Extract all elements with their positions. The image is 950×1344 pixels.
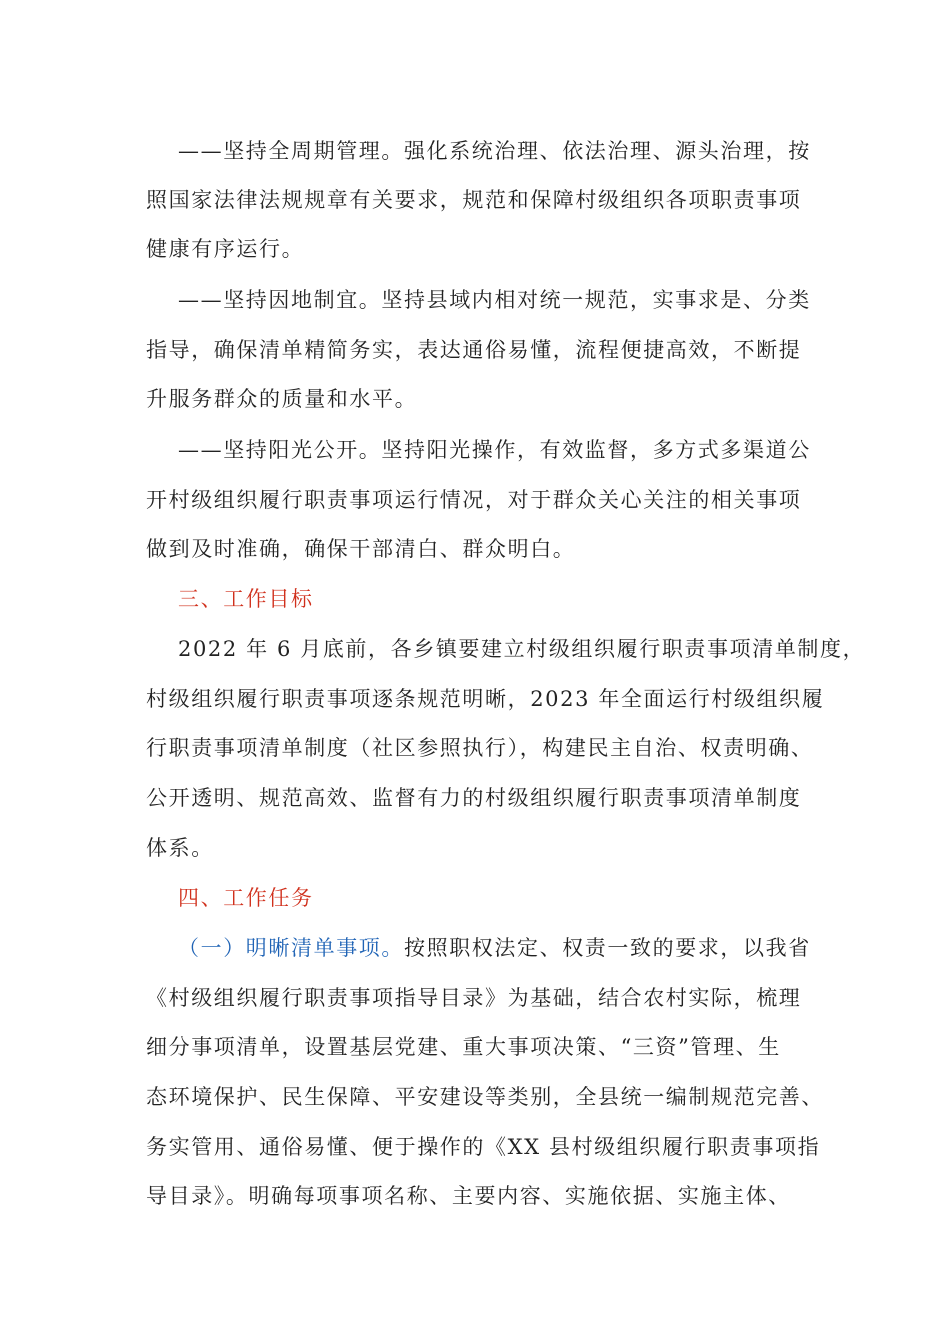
- paragraph-5-line-6: 导目录》。明确每项事项名称、主要内容、实施依据、实施主体、: [146, 1184, 791, 1208]
- paragraph-5-line-1: [178, 932, 811, 964]
- paragraph-3-line-3: 做到及时准确，确保干部清白、群众明白。: [146, 537, 576, 561]
- paragraph-3-line-1: ——坚持阳光公开。坚持阳光操作，有效监督，多方式多渠道公: [178, 438, 811, 462]
- paragraph-5-line-5: 务实管用、通俗易懂、便于操作的《XX 县村级组织履行职责事项指: [146, 1135, 821, 1159]
- paragraph-2-line-3: 升服务群众的质量和水平。: [146, 387, 418, 411]
- paragraph-5-line-3: 细分事项清单，设置基层党建、重大事项决策、“三资”管理、生: [146, 1035, 781, 1059]
- paragraph-1-line-3: 健康有序运行。: [146, 237, 305, 261]
- section-heading-goals: 三、工作目标: [178, 587, 314, 611]
- paragraph-4-line-3: 行职责事项清单制度（社区参照执行），构建民主自治、权责明确、: [146, 736, 814, 760]
- paragraph-1-line-1: ——坚持全周期管理。强化系统治理、依法治理、源头治理，按: [178, 139, 811, 163]
- paragraph-4-line-2: 村级组织履行职责事项逐条规范明晰，2023 年全面运行村级组织履: [146, 687, 825, 711]
- section-heading-tasks: 四、工作任务: [178, 886, 314, 910]
- sub-heading-clarify-list: （一）明晰清单事项。: [178, 936, 404, 960]
- paragraph-5-line-4: 态环境保护、民生保障、平安建设等类别，全县统一编制规范完善、: [146, 1085, 824, 1109]
- paragraph-2-line-1: ——坚持因地制宜。坚持县域内相对统一规范，实事求是、分类: [178, 288, 811, 312]
- paragraph-3-line-2: 开村级组织履行职责事项运行情况，对于群众关心关注的相关事项: [146, 488, 802, 512]
- paragraph-4-line-1: 2022 年 6 月底前，各乡镇要建立村级组织履行职责事项清单制度，: [178, 637, 866, 661]
- paragraph-2-line-2: 指导，确保清单精简务实，表达通俗易懂，流程便捷高效，不断提: [146, 338, 802, 362]
- paragraph-4-line-4: 公开透明、规范高效、监督有力的村级组织履行职责事项清单制度: [146, 786, 802, 810]
- paragraph-1-line-2: 照国家法律法规规章有关要求，规范和保障村级组织各项职责事项: [146, 188, 802, 212]
- paragraph-5-line-1-text: 按照职权法定、权责一致的要求，以我省: [404, 936, 811, 960]
- paragraph-5-line-2: 《村级组织履行职责事项指导目录》为基础，结合农村实际，梳理: [146, 986, 802, 1010]
- paragraph-4-line-5: 体系。: [146, 836, 214, 860]
